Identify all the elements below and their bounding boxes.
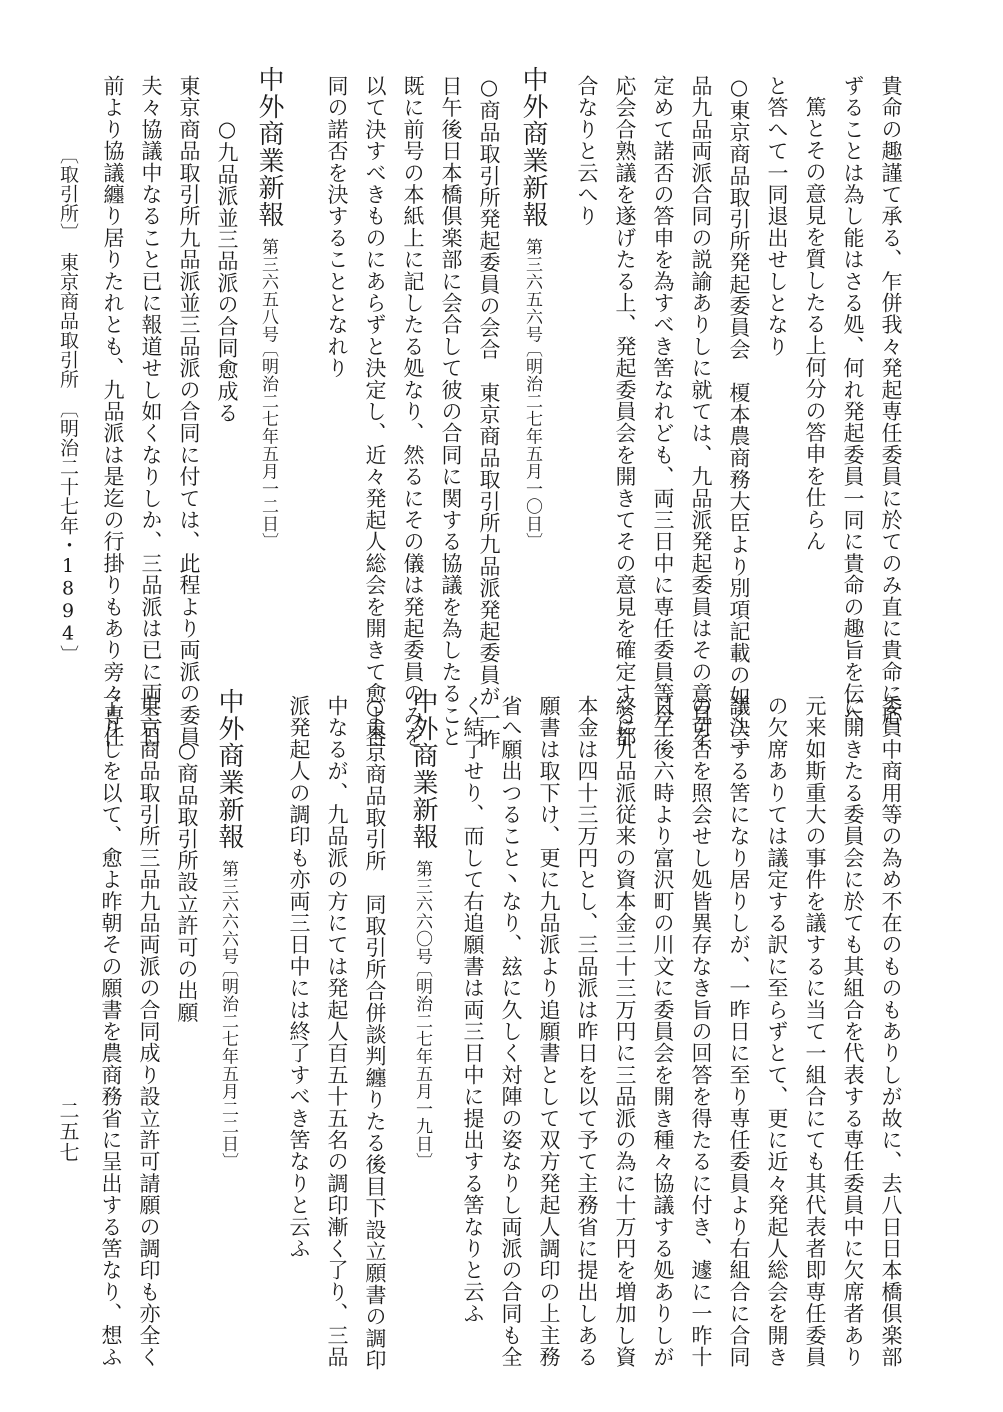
issue-date: 〔明治二七年五月一二日〕 — [258, 340, 278, 550]
text-line: 省へ願出つること丶なり、玆に久しく対陣の姿なりし両派の合同も全 — [499, 695, 523, 1368]
text-line: ずることは為し能はさる処、何れ発起委員一同に貴命の趣旨を伝へ — [841, 75, 865, 726]
text-line: 元来如斯重大の事件を議するに当て一組合にても其代表者即専任委員 — [803, 695, 827, 1368]
article-headline: ○九品派並三品派の合同愈成る — [215, 117, 239, 424]
issue-number: 第三六六六号 — [218, 860, 238, 965]
text-line: 中なるが、九品派の方にては発起人百五十五名の調印漸く了り、三品 — [325, 695, 349, 1368]
issue-number: 第三六五六号 — [522, 238, 542, 343]
issue-number: 第三六五八号 — [258, 238, 278, 343]
issue-date: 〔明治二七年五月一〇日〕 — [522, 340, 542, 550]
text-line: 以て決すべきものにあらずと決定し、近々発起人総会を開きて愈よ合 — [363, 75, 387, 748]
masthead: 中外商業新報 — [518, 66, 548, 228]
masthead: 中外商業新報 — [408, 688, 438, 850]
source-citation: 〔取引所〕 東京商品取引所 〔明治二十七年・1894〕 — [57, 145, 79, 665]
text-line: 既に前号の本紙上に記したる処なり、然るにその儀は発起委員のみを — [401, 75, 425, 748]
issue-number: 第三六六〇号 — [412, 860, 432, 965]
article-headline: ○商品取引所設立許可の出願 — [175, 738, 199, 1024]
text-line: ○東京商品取引所発起委員会 榎本農商務大臣より別項記載の如く三 — [727, 75, 751, 751]
text-line: 終に九品派従来の資本金三十三万円に三品派の為に十万円を増加し資 — [613, 695, 637, 1368]
masthead: 中外商業新報 — [254, 66, 284, 228]
text-line: 貴命の趣謹て承る、乍併我々発起専任委員に於てのみ直に貴命に応 — [879, 75, 903, 726]
text-line: く結了せり、而して右追願書は両三日中に提出する筈なりと云ふ — [461, 695, 485, 1325]
text-line: 同の諾否を決することとなれり — [325, 75, 349, 379]
text-line: 願書は取下け、更に九品派より追願書として双方発起人調印の上主務 — [537, 695, 561, 1368]
text-line: に開きたる委員会に於ても其組合を代表する専任委員中に欠席者あり — [841, 695, 865, 1368]
text-line: 了りしを以て、愈よ昨朝その願書を農商務省に呈出する筈なり、想ふ — [99, 695, 123, 1368]
text-line: の可否を照会せし処皆異存なき旨の回答を得たるに付き、遽に一昨十 — [689, 695, 713, 1368]
page-number: 二五七 — [56, 1100, 80, 1163]
text-line: 品九品両派合同の説諭ありしに就ては、九品派発起委員はその意見を — [689, 75, 713, 748]
issue-date: 〔明治二七年五月二二日〕 — [218, 960, 238, 1170]
masthead: 中外商業新報 — [214, 688, 244, 850]
text-line: 合なりと云へり — [575, 75, 599, 227]
text-line: 応会合熟議を遂げたる上、発起委員会を開きてその意見を確定する都 — [613, 75, 637, 748]
text-line: の欠席ありては議定する訳に至らずとて、更に近々発起人総会を開き — [765, 695, 789, 1368]
text-line: 日午後日本橋倶楽部に会合して彼の合同に関する協議を為したること — [439, 75, 463, 748]
text-line: 議決する筈になり居りしが、一昨日に至り専任委員より右組合に合同 — [727, 695, 751, 1368]
text-line: 定めて諾否の答申を為すべき筈なれども、両三日中に専任委員等今一 — [651, 75, 675, 748]
text-line: ○商品取引所発起委員の会合 東京商品取引所九品派発起委員が一昨 — [477, 75, 501, 751]
text-line: 夫々協議中なること已に報道せし如くなりしか、三品派は已に両三日 — [139, 75, 163, 748]
text-line: 派発起人の調印も亦両三日中には終了すべき筈なりと云ふ — [287, 695, 311, 1260]
text-line: 前より協議纏り居りたれとも、九品派は是迄の行掛りもあり旁々専任 — [101, 75, 125, 748]
text-line: 委員中商用等の為め不在のものもありしが故に、去八日日本橋倶楽部 — [879, 695, 903, 1368]
text-line: 篤とその意見を質したる上何分の答申を仕らん — [803, 96, 827, 552]
text-line: 東京商品取引所九品派並三品派の合同に付ては、此程より両派の委員 — [177, 75, 201, 748]
text-line: 東京商品取引所三品九品両派の合同成り設立許可請願の調印も亦全く — [137, 695, 161, 1368]
text-line: 本金は四十三万円とし、三品派は昨日を以て予て主務省に提出しある — [575, 695, 599, 1368]
text-line: 日午後六時より富沢町の川文に委員会を開き種々協議する処ありしが — [651, 695, 675, 1368]
text-line: と答へて一同退出せしとなり — [765, 75, 789, 358]
issue-date: 〔明治二七年五月一九日〕 — [412, 960, 432, 1170]
text-line: ○東京商品取引所 同取引所合併談判纏りたる後目下設立願書の調印 — [363, 695, 387, 1371]
